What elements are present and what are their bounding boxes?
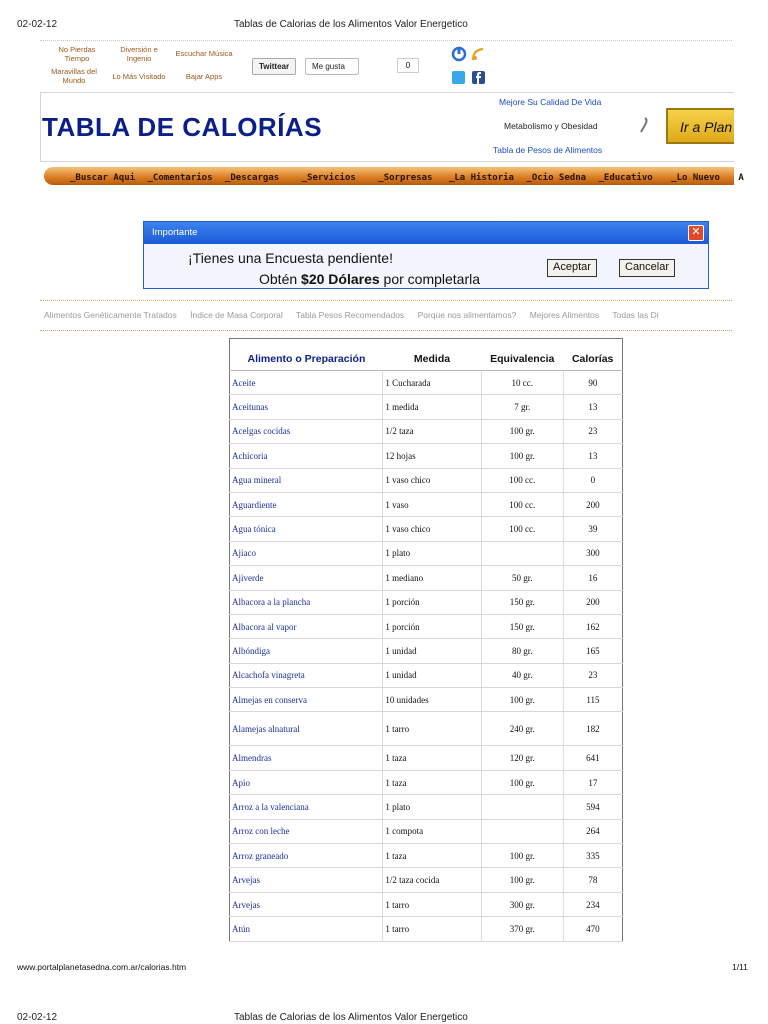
- calories-cell: 234: [563, 892, 622, 916]
- calories-cell: 23: [563, 663, 622, 687]
- measure-cell: 1 Cucharada: [383, 371, 481, 395]
- dialog-body: [144, 244, 708, 288]
- calories-cell: 13: [563, 444, 622, 468]
- top-link-escuchar-musica[interactable]: Escuchar Música: [175, 49, 233, 58]
- close-icon[interactable]: ✕: [688, 225, 704, 241]
- table-row: [230, 688, 623, 712]
- measure-cell: 1 plato: [383, 795, 481, 819]
- table-row: [230, 639, 623, 663]
- calories-cell: 165: [563, 639, 622, 663]
- food-name-cell[interactable]: Almendras: [230, 746, 383, 770]
- food-name-cell[interactable]: Aceite: [230, 371, 383, 395]
- measure-cell: 12 hojas: [383, 444, 481, 468]
- equivalence-cell: 100 cc.: [481, 492, 563, 516]
- column-header-food: Alimento o Preparación: [230, 339, 383, 371]
- nav-item-buscar[interactable]: _Buscar Aqui: [70, 173, 136, 183]
- measure-cell: 1 tarro: [383, 917, 481, 941]
- table-header-row: [230, 339, 623, 371]
- nav-item-sorpresas[interactable]: _Sorpresas: [378, 173, 433, 183]
- nav-item-ocio[interactable]: _Ocio Sedna: [526, 173, 587, 183]
- cursor-icon: [636, 116, 650, 134]
- measure-cell: 1 taza: [383, 844, 481, 868]
- table-row: [230, 492, 623, 516]
- measure-cell: 1 medida: [383, 395, 481, 419]
- table-row: [230, 844, 623, 868]
- facebook-icon[interactable]: [472, 71, 485, 84]
- measure-cell: 1 unidad: [383, 639, 481, 663]
- food-name-cell[interactable]: Arroz con leche: [230, 819, 383, 843]
- like-button[interactable]: Me gusta: [305, 58, 359, 75]
- nav-item-historia[interactable]: _La Historia: [448, 173, 514, 183]
- subnav-item[interactable]: Porque nos alimentamos?: [417, 310, 517, 320]
- column-header-measure: Medida: [383, 339, 481, 371]
- page-number: 1/11: [732, 962, 748, 972]
- divider: [40, 330, 732, 331]
- dialog-title: Importante: [144, 222, 708, 244]
- calories-cell: 78: [563, 868, 622, 892]
- top-link-no-pierdas-tiempo[interactable]: No Pierdas Tiempo: [58, 45, 96, 63]
- table-row: [230, 395, 623, 419]
- table-row: [230, 371, 623, 395]
- table-row: [230, 517, 623, 541]
- banner-link-calidad[interactable]: Mejore Su Calidad De Vida: [499, 97, 602, 107]
- equivalence-cell: 100 gr.: [481, 444, 563, 468]
- equivalence-cell: 80 gr.: [481, 639, 563, 663]
- top-link-lo-mas-visitado[interactable]: Lo Más Visitado: [112, 72, 166, 81]
- survey-dialog: [143, 221, 709, 289]
- table-row: [230, 419, 623, 443]
- print-date: 02-02-12: [17, 19, 58, 30]
- next-page-title: Tablas de Calorias de los Alimentos Valor Energetico: [234, 1012, 468, 1023]
- calories-cell: 470: [563, 917, 622, 941]
- table-row: [230, 868, 623, 892]
- table-body: [230, 371, 623, 942]
- calories-cell: 162: [563, 614, 622, 638]
- table-row: [230, 746, 623, 770]
- food-name-cell[interactable]: Albacora al vapor: [230, 614, 383, 638]
- equivalence-cell: [481, 541, 563, 565]
- table-row: [230, 712, 623, 746]
- food-name-cell[interactable]: Achicoria: [230, 444, 383, 468]
- equivalence-cell: [481, 795, 563, 819]
- measure-cell: 1 vaso: [383, 492, 481, 516]
- food-name-cell[interactable]: Ajiverde: [230, 566, 383, 590]
- equivalence-cell: 150 gr.: [481, 614, 563, 638]
- food-name-cell[interactable]: Albacora a la plancha: [230, 590, 383, 614]
- food-name-cell[interactable]: Arroz graneado: [230, 844, 383, 868]
- column-header-equivalence: Equivalencia: [481, 339, 563, 371]
- table-row: [230, 770, 623, 794]
- measure-cell: 1 porción: [383, 614, 481, 638]
- calories-cell: 23: [563, 419, 622, 443]
- calories-cell: 13: [563, 395, 622, 419]
- equivalence-cell: 100 gr.: [481, 770, 563, 794]
- calorie-table: [229, 338, 623, 942]
- equivalence-cell: 100 gr.: [481, 688, 563, 712]
- subnav-item[interactable]: Índice de Masa Corporal: [190, 310, 283, 320]
- next-page-date: 02-02-12: [17, 1012, 58, 1023]
- measure-cell: 1/2 taza: [383, 419, 481, 443]
- feed-icon[interactable]: [471, 46, 485, 62]
- calories-cell: 300: [563, 541, 622, 565]
- measure-cell: 1 porción: [383, 590, 481, 614]
- calories-cell: 182: [563, 712, 622, 746]
- print-title: Tablas de Calorias de los Alimentos Valor Energetico: [234, 19, 468, 30]
- measure-cell: 1 tarro: [383, 712, 481, 746]
- table-row: [230, 795, 623, 819]
- food-name-cell[interactable]: Alamejas alnatural: [230, 712, 383, 746]
- nav-item-more[interactable]: A: [738, 173, 744, 183]
- nav-item-comentarios[interactable]: _Comentarios: [147, 173, 213, 183]
- subnav-item[interactable]: Tabla Pesos Recomendados: [295, 310, 405, 320]
- subnav-item[interactable]: Mejores Alimentos: [529, 310, 600, 320]
- subnav-item[interactable]: Alimentos Genéticamente Tratados: [44, 310, 177, 320]
- equivalence-cell: 150 gr.: [481, 590, 563, 614]
- top-link-diversion[interactable]: Diversión e Ingenio: [120, 45, 158, 63]
- nav-item-descargas[interactable]: _Descargas: [224, 173, 280, 183]
- equivalence-cell: 100 cc.: [481, 517, 563, 541]
- measure-cell: 1 tarro: [383, 892, 481, 916]
- calories-cell: 594: [563, 795, 622, 819]
- measure-cell: 1 compota: [383, 819, 481, 843]
- dialog-offer: Obtén $20 Dólares por completarla: [259, 271, 481, 287]
- equivalence-cell: 100 cc.: [481, 468, 563, 492]
- measure-cell: 1 vaso chico: [383, 468, 481, 492]
- table-row: [230, 444, 623, 468]
- food-name-cell[interactable]: Alcachofa vinagreta: [230, 663, 383, 687]
- food-name-cell[interactable]: Albóndiga: [230, 639, 383, 663]
- print-url: www.portalplanetasedna.com.ar/calorias.htm: [17, 962, 187, 972]
- equivalence-cell: 10 cc.: [481, 371, 563, 395]
- calories-cell: 0: [563, 468, 622, 492]
- cancel-button[interactable]: Cancelar: [619, 259, 675, 277]
- table-row: [230, 541, 623, 565]
- calories-cell: 641: [563, 746, 622, 770]
- measure-cell: 1 vaso chico: [383, 517, 481, 541]
- measure-cell: 1/2 taza cocida: [383, 868, 481, 892]
- equivalence-cell: 7 gr.: [481, 395, 563, 419]
- nav-item-servicios[interactable]: _Servicios: [301, 173, 356, 183]
- table-row: [230, 590, 623, 614]
- calories-cell: 335: [563, 844, 622, 868]
- equivalence-cell: 100 gr.: [481, 868, 563, 892]
- column-header-calories: Calorías: [563, 339, 622, 371]
- table-row: [230, 468, 623, 492]
- equivalence-cell: 100 gr.: [481, 419, 563, 443]
- food-name-cell[interactable]: Almejas en conserva: [230, 688, 383, 712]
- equivalence-cell: 40 gr.: [481, 663, 563, 687]
- calories-cell: 16: [563, 566, 622, 590]
- calories-cell: 264: [563, 819, 622, 843]
- measure-cell: 1 taza: [383, 770, 481, 794]
- page-title: TABLA DE CALORÍAS: [42, 112, 323, 142]
- calories-cell: 200: [563, 492, 622, 516]
- divider: [40, 40, 732, 41]
- equivalence-cell: 370 gr.: [481, 917, 563, 941]
- food-name-cell[interactable]: Arroz a la valenciana: [230, 795, 383, 819]
- equivalence-cell: 100 gr.: [481, 844, 563, 868]
- calories-cell: 90: [563, 371, 622, 395]
- food-name-cell[interactable]: Agua mineral: [230, 468, 383, 492]
- banner-link-pesos[interactable]: Tabla de Pesos de Alimentos: [493, 145, 603, 155]
- food-name-cell[interactable]: Ajiaco: [230, 541, 383, 565]
- subnav-item[interactable]: Todas las Di: [612, 310, 659, 320]
- food-name-cell[interactable]: Aguardiente: [230, 492, 383, 516]
- food-name-cell[interactable]: Aceitunas: [230, 395, 383, 419]
- measure-cell: 1 plato: [383, 541, 481, 565]
- table-row: [230, 819, 623, 843]
- hand-icon[interactable]: [451, 46, 467, 62]
- table-row: [230, 663, 623, 687]
- like-count: 0: [397, 58, 419, 73]
- food-name-cell[interactable]: Arvejas: [230, 892, 383, 916]
- sub-nav: [44, 310, 734, 320]
- table-row: [230, 614, 623, 638]
- equivalence-cell: 240 gr.: [481, 712, 563, 746]
- food-name-cell[interactable]: Arvejas: [230, 868, 383, 892]
- equivalence-cell: [481, 819, 563, 843]
- table-row: [230, 917, 623, 941]
- measure-cell: 1 taza: [383, 746, 481, 770]
- dialog-message: ¡Tienes una Encuesta pendiente!: [188, 250, 393, 266]
- measure-cell: 1 unidad: [383, 663, 481, 687]
- equivalence-cell: 300 gr.: [481, 892, 563, 916]
- food-name-cell[interactable]: Acelgas cocidas: [230, 419, 383, 443]
- equivalence-cell: 50 gr.: [481, 566, 563, 590]
- top-link-maravillas[interactable]: Maravillas del Mundo: [51, 67, 97, 85]
- cta-button[interactable]: Ir a Plan: [666, 108, 734, 144]
- calories-cell: 200: [563, 590, 622, 614]
- banner-link-metabolismo[interactable]: Metabolismo y Obesidad: [504, 121, 598, 131]
- food-name-cell[interactable]: Atún: [230, 917, 383, 941]
- food-name-cell[interactable]: Apio: [230, 770, 383, 794]
- top-link-bajar-apps[interactable]: Bajar Apps: [185, 72, 223, 81]
- measure-cell: 10 unidades: [383, 688, 481, 712]
- nav-item-nuevo[interactable]: _Lo Nuevo: [671, 173, 720, 183]
- nav-item-educativo[interactable]: _Educativo: [598, 173, 653, 183]
- divider: [40, 300, 732, 301]
- tweet-button[interactable]: Twittear: [252, 58, 296, 75]
- table-row: [230, 566, 623, 590]
- equivalence-cell: 120 gr.: [481, 746, 563, 770]
- calories-cell: 39: [563, 517, 622, 541]
- measure-cell: 1 mediano: [383, 566, 481, 590]
- food-name-cell[interactable]: Agua tónica: [230, 517, 383, 541]
- twitter-icon[interactable]: [452, 71, 465, 84]
- main-nav: [44, 167, 744, 185]
- calories-cell: 17: [563, 770, 622, 794]
- table-row: [230, 892, 623, 916]
- accept-button[interactable]: Aceptar: [547, 259, 597, 277]
- calories-cell: 115: [563, 688, 622, 712]
